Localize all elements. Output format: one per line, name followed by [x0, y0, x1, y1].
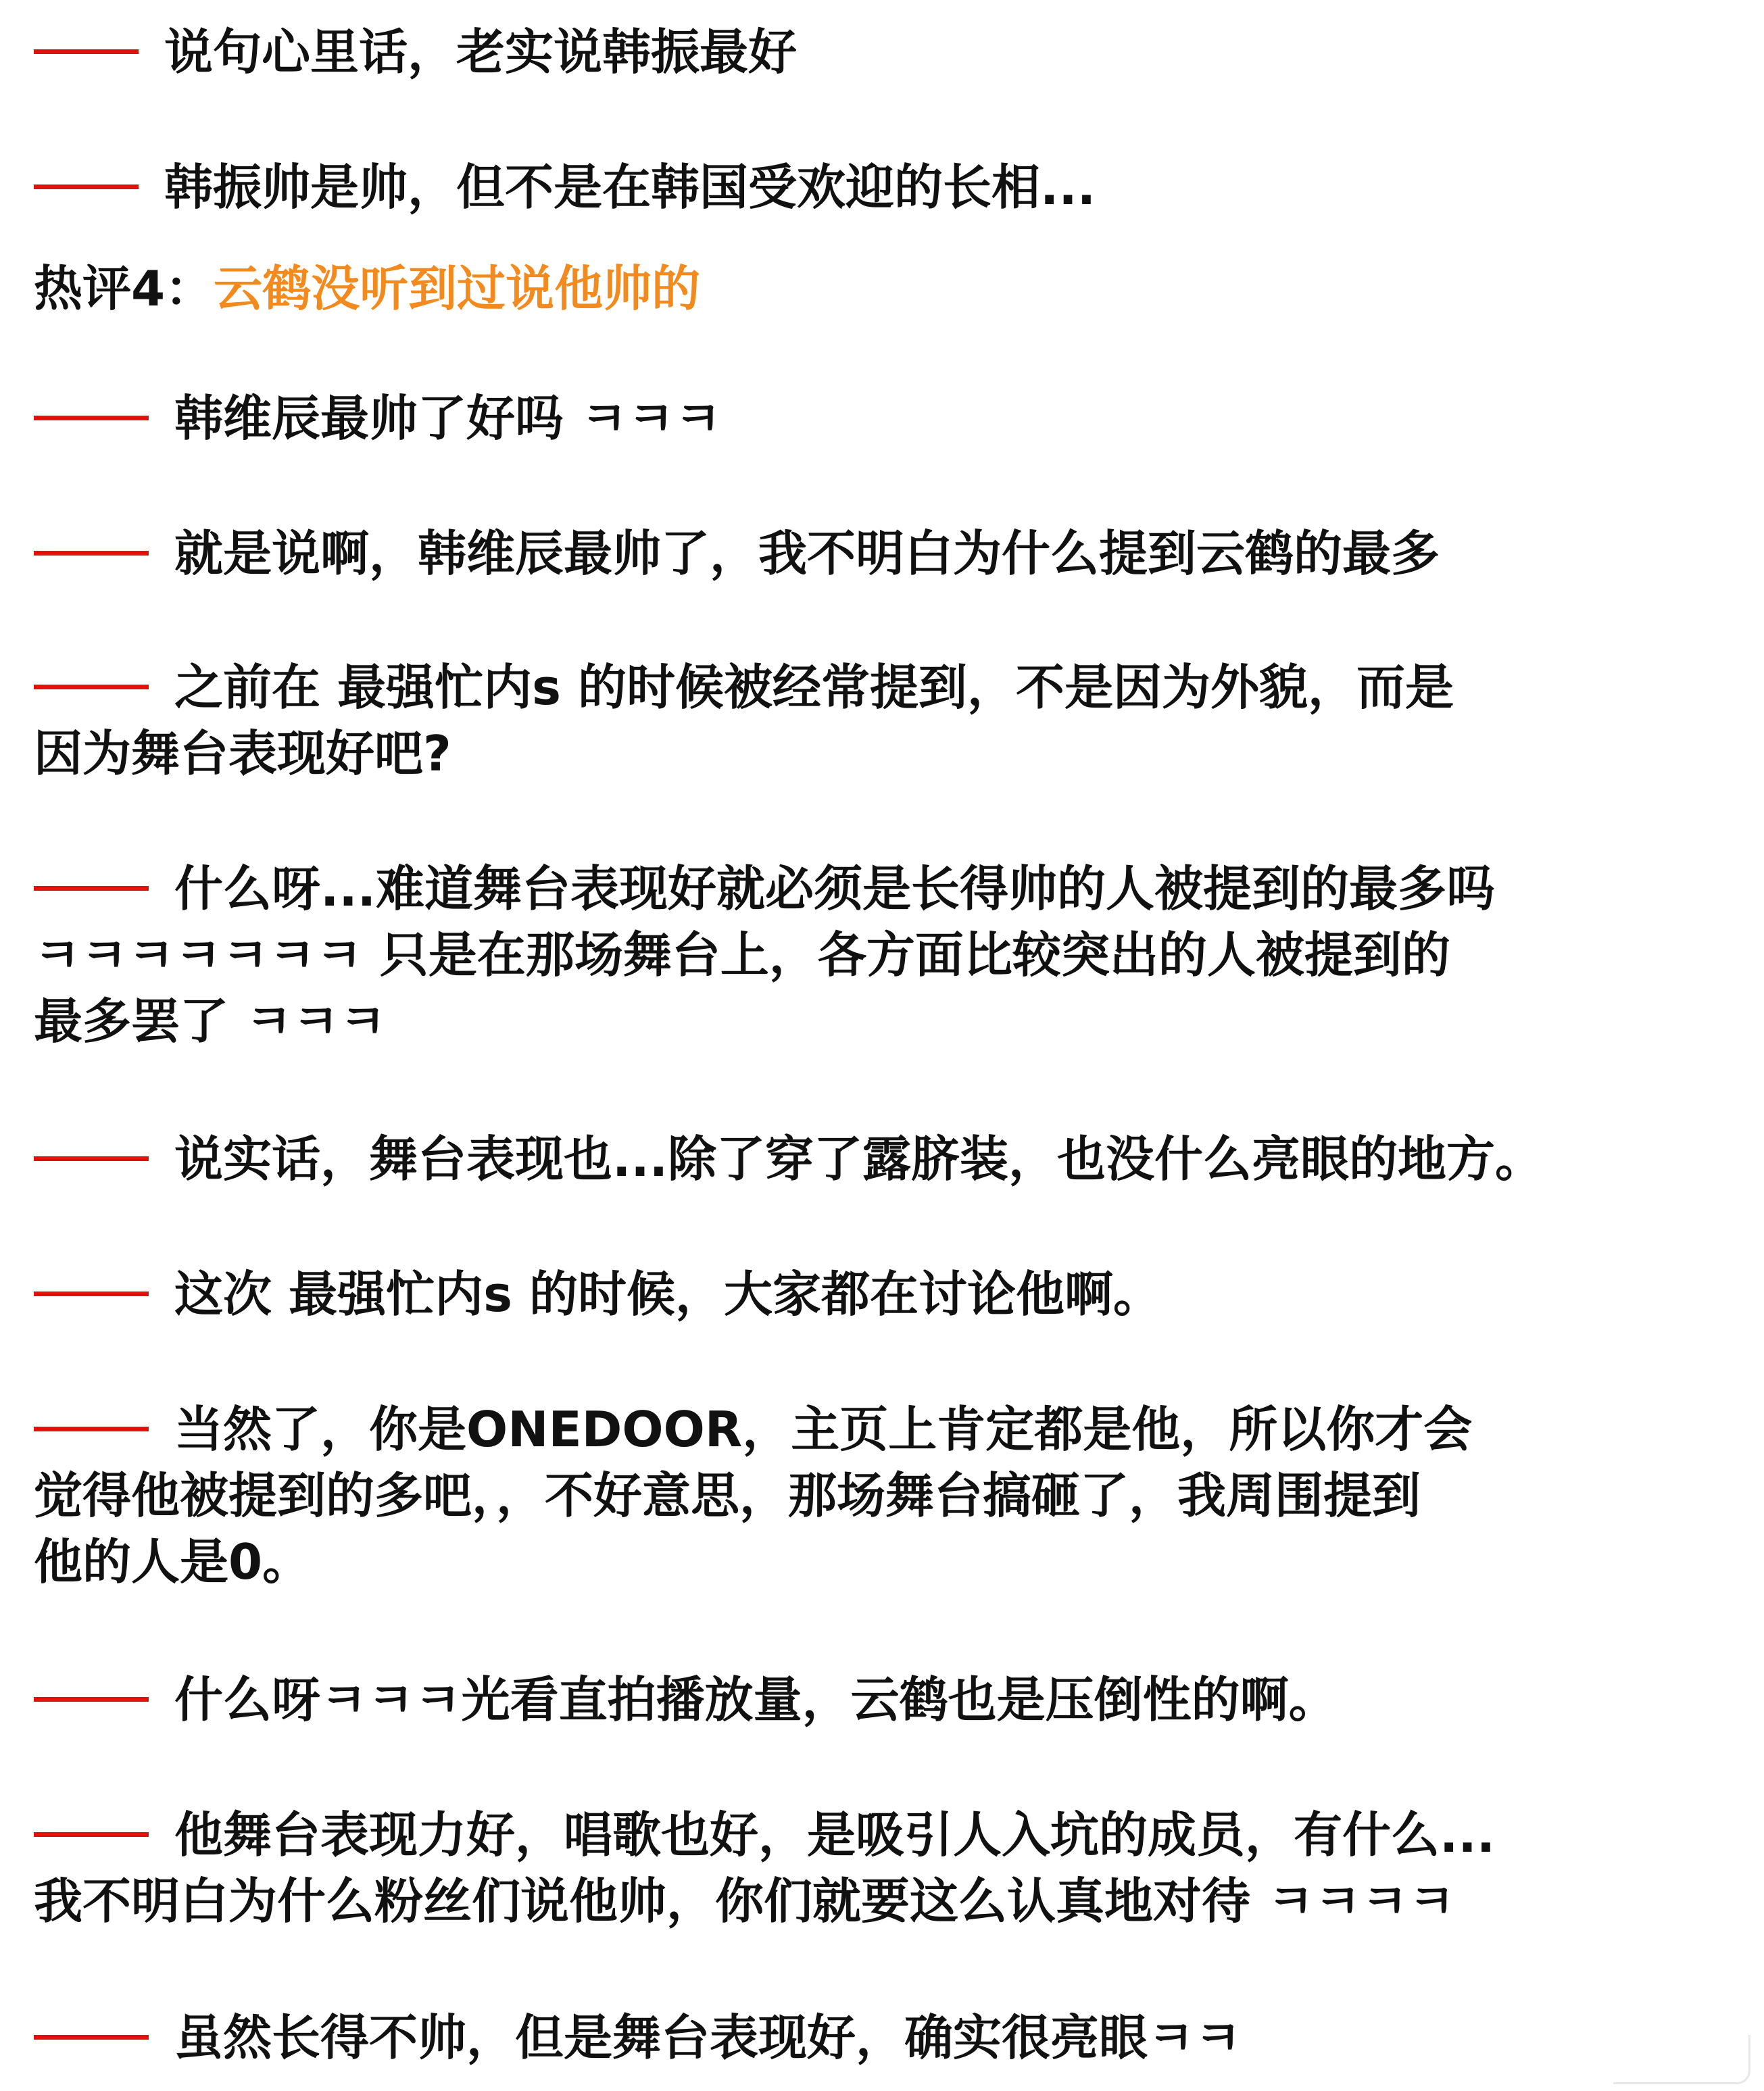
reply-text: 当然了，你是ONEDOOR，主页上肯定都是他，所以你才会: [174, 1401, 1473, 1458]
reply-line-11-cont: [34, 1868, 1455, 1934]
reply-text: 什么呀...难道舞台表现好就必须是长得帅的人被提到的最多吗: [174, 860, 1496, 917]
reply-text: 之前在 最强忙内s 的时候被经常提到，不是因为外貌，而是: [174, 659, 1454, 716]
reply-text: 韩维辰最帅了好吗 ㅋㅋㅋ: [174, 390, 722, 447]
reply-line-4: [34, 520, 1440, 587]
reply-line-9-cont: [34, 1462, 1421, 1529]
reply-dash: [34, 184, 139, 189]
reply-dash: [34, 49, 139, 54]
reply-line-10: [34, 1667, 1338, 1733]
reply-dash: [34, 1697, 149, 1702]
hot-comment-title: 云鹤没听到过说他帅的: [214, 260, 701, 317]
reply-dash: [34, 1292, 149, 1296]
reply-line-12: [34, 2004, 1242, 2071]
reply-text-cont: 因为舞台表现好吧?: [34, 725, 451, 782]
reply-line-6-cont: [34, 922, 1450, 988]
reply-text-cont: 觉得他被提到的多吧，，不好意思，那场舞台搞砸了，我周围提到: [34, 1467, 1421, 1524]
reply-text-cont: 我不明白为什么粉丝们说他帅，你们就要这么认真地对待 ㅋㅋㅋㅋ: [34, 1873, 1456, 1929]
reply-text-cont: 最多罢了 ㅋㅋㅋ: [34, 993, 387, 1050]
reply-dash: [34, 2035, 149, 2040]
reply-line-9: [34, 1396, 1472, 1462]
reply-text: 虽然长得不帅，但是舞台表现好，确实很亮眼ㅋㅋ: [174, 2009, 1242, 2066]
reply-text: 说实话，舞台表现也...除了穿了露脐装，也没什么亮眼的地方。: [174, 1131, 1544, 1187]
hot-comment-label: 热评4：: [34, 260, 214, 317]
reply-text-cont: ㅋㅋㅋㅋㅋㅋㅋ 只是在那场舞台上，各方面比较突出的人被提到的: [34, 927, 1450, 983]
reply-text: 就是说啊，韩维辰最帅了，我不明白为什么提到云鹤的最多: [174, 525, 1440, 582]
reply-line-7: [34, 1126, 1544, 1192]
reply-line-5-cont: [34, 720, 451, 787]
reply-line-8: [34, 1261, 1162, 1327]
reply-text: 他舞台表现力好，唱歌也好，是吸引人入坑的成员，有什么...: [174, 1806, 1496, 1863]
reply-text: 韩振帅是帅，但不是在韩国受欢迎的长相...: [164, 159, 1096, 216]
hot-comment-heading: [34, 255, 700, 322]
reply-dash: [34, 1832, 149, 1837]
reply-dash: [34, 685, 149, 689]
reply-line-5: [34, 654, 1454, 720]
reply-line-2: [34, 154, 1096, 220]
reply-line-6-cont: [34, 988, 387, 1054]
reply-text: 说句心里话，老实说韩振最好: [164, 24, 798, 80]
reply-dash: [34, 1156, 149, 1161]
reply-line-11: [34, 1802, 1495, 1868]
reply-dash: [34, 886, 149, 891]
reply-line-9-cont: [34, 1529, 311, 1595]
reply-line-1: [34, 19, 797, 85]
reply-line-3: [34, 385, 722, 451]
reply-line-6: [34, 856, 1495, 922]
reply-dash: [34, 1427, 149, 1431]
reply-text-cont: 他的人是0。: [34, 1533, 312, 1590]
reply-text: 什么呀ㅋㅋㅋ光看直拍播放量，云鹤也是压倒性的啊。: [174, 1671, 1338, 1728]
reply-dash: [34, 551, 149, 556]
corner-watermark: [1613, 2035, 1750, 2084]
reply-text: 这次 最强忙内s 的时候，大家都在讨论他啊。: [174, 1266, 1162, 1323]
reply-dash: [34, 416, 149, 420]
